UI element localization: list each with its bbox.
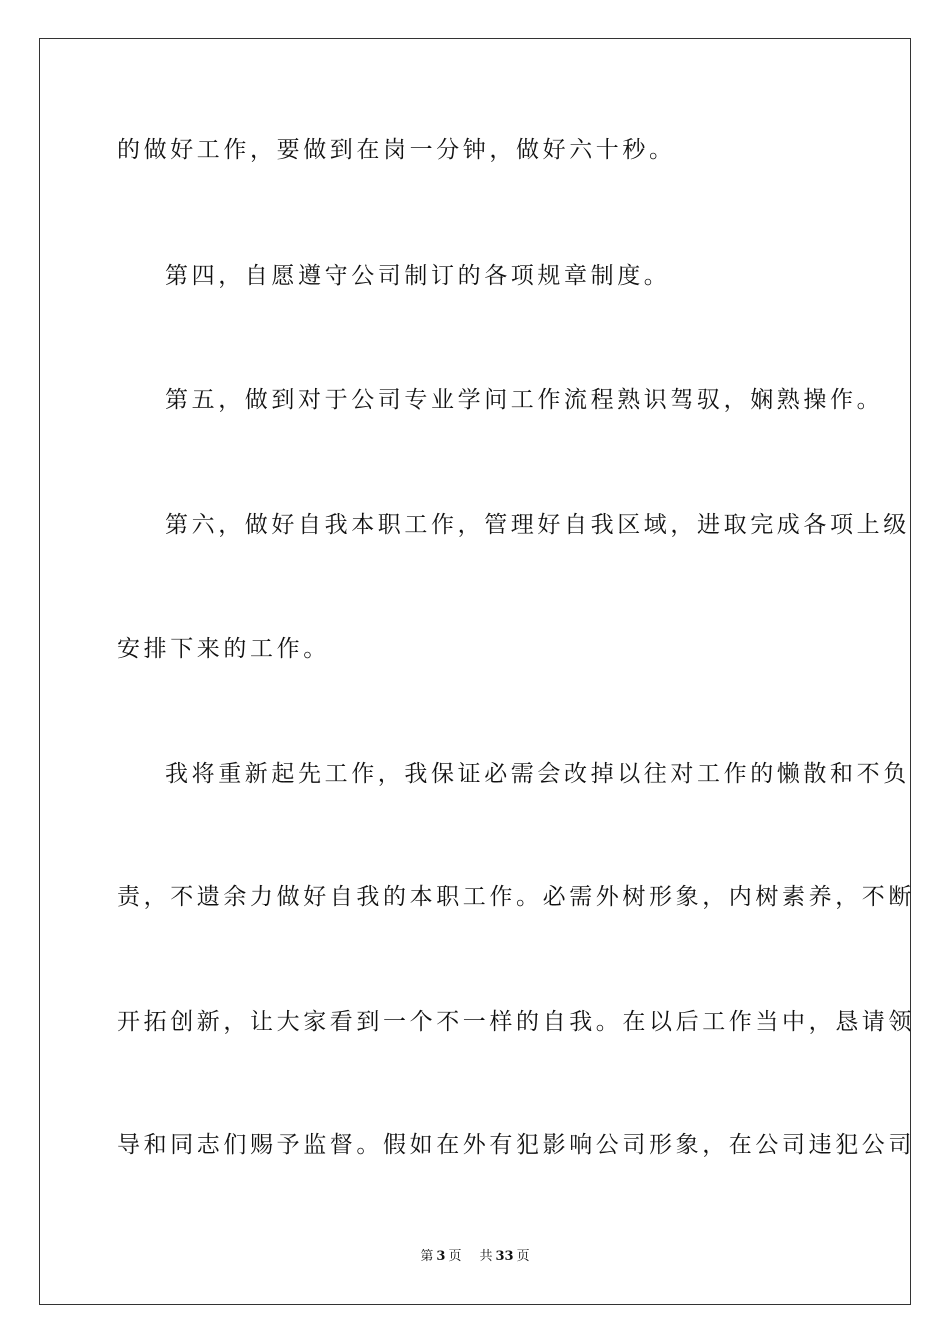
paragraph-line-4: 第六，做好自我本职工作，管理好自我区域，进取完成各项上级	[165, 512, 910, 538]
paragraph-line-7: 责，不遗余力做好自我的本职工作。必需外树形象，内树素养，不断	[117, 884, 915, 910]
page-footer	[0, 1248, 950, 1266]
paragraph-line-3: 第五，做到对于公司专业学问工作流程熟识驾驭，娴熟操作。	[165, 387, 884, 413]
footer-total-prefix: 共	[479, 1249, 493, 1264]
paragraph-line-5: 安排下来的工作。	[117, 636, 330, 662]
footer-total-suffix: 页	[516, 1249, 530, 1264]
paragraph-line-6: 我将重新起先工作，我保证必需会改掉以往对工作的懒散和不负	[165, 761, 910, 787]
paragraph-line-1: 的做好工作，要做到在岗一分钟，做好六十秒。	[117, 137, 676, 163]
footer-page-suffix: 页	[448, 1249, 462, 1264]
paragraph-line-8: 开拓创新，让大家看到一个不一样的自我。在以后工作当中，恳请领	[117, 1009, 915, 1035]
paragraph-line-2: 第四，自愿遵守公司制订的各项规章制度。	[165, 263, 671, 289]
footer-page-number: 3	[436, 1249, 446, 1264]
page-frame	[39, 38, 915, 1305]
paragraph-line-9: 导和同志们赐予监督。假如在外有犯影响公司形象，在公司违犯公司	[117, 1132, 915, 1158]
footer-page-prefix: 第	[420, 1249, 434, 1264]
footer-total-pages: 33	[495, 1249, 514, 1264]
